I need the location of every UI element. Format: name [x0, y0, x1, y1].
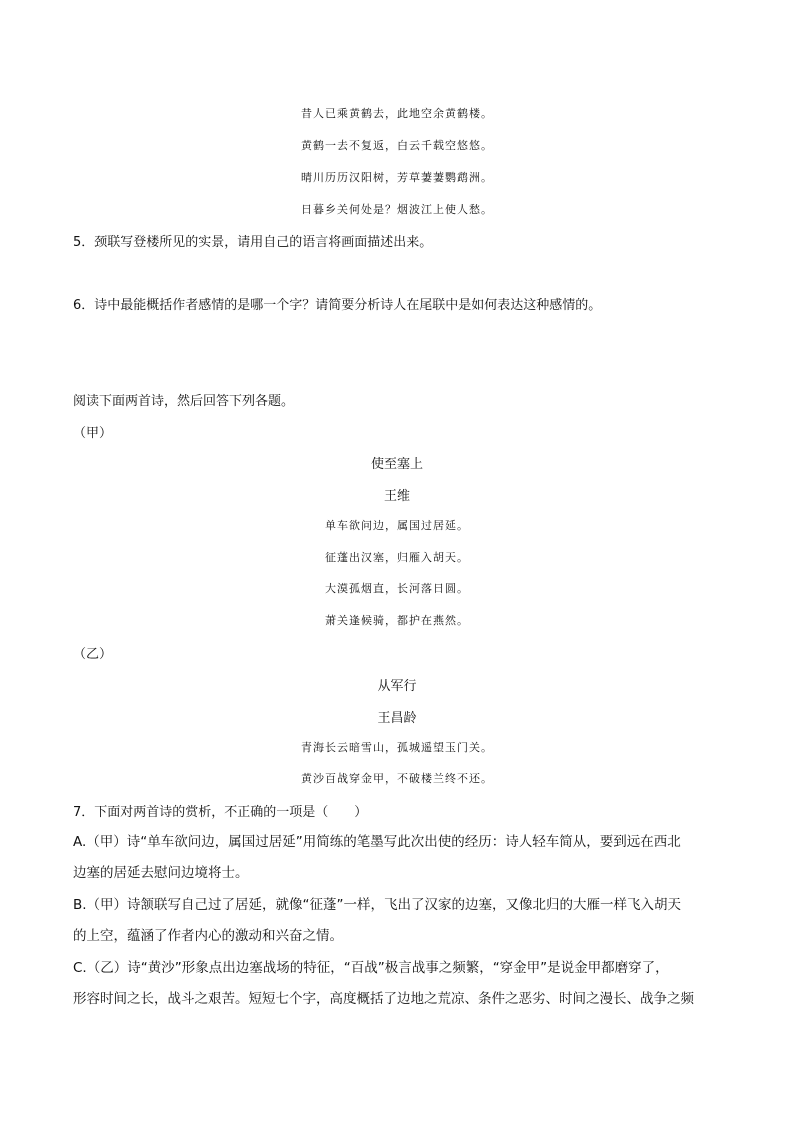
poem-line: 晴川历历汉阳树，芳草萋萋鹦鹉洲。	[301, 171, 493, 184]
poem-yi-label: （乙）	[73, 647, 113, 662]
poem-line: 黄沙百战穿金甲，不破楼兰终不还。	[301, 772, 493, 785]
reading-instruction: 阅读下面两首诗，然后回答下列各题。	[73, 394, 295, 409]
option-a	[73, 827, 723, 889]
option-c-line: 形容时间之长，战斗之艰苦。短短七个字，高度概括了边地之荒凉、条件之恶劣、时间之漫长、战争之频	[73, 991, 694, 1007]
poem-line: 黄鹤一去不复返，白云千载空悠悠。	[301, 139, 493, 152]
option-a-line: A.（甲）诗“单车欲问边，属国过居延”用简练的笔墨写此次出使的经历：诗人轻车简从，要到远在西北	[73, 834, 681, 850]
poem-jia-label: （甲）	[73, 426, 113, 441]
question-6: 6．诗中最能概括作者感情的是哪一个字？请简要分析诗人在尾联中是如何表达这种感情的。	[73, 298, 602, 313]
option-a-line: 边塞的居延去慰问边境将士。	[73, 865, 249, 881]
poem-line: 日暮乡关何处是？烟波江上使人愁。	[301, 203, 493, 216]
poem-line: 单车欲问边，属国过居延。	[325, 519, 469, 532]
poem-yi-author: 王昌龄	[377, 711, 417, 726]
option-c-line: C.（乙）诗“黄沙”形象点出边塞战场的特征，“百战”极言战事之频繁，“穿金甲”是说金甲都磨穿了，	[73, 960, 669, 976]
poem-yi-title: 从军行	[377, 679, 417, 694]
option-b-line: B.（甲）诗颔联写自己过了居延，就像“征蓬”一样，飞出了汉家的边塞，又像北归的大雁一样飞入胡天	[73, 897, 682, 913]
poem-jia-author: 王维	[383, 489, 410, 504]
question-7-stem: 7．下面对两首诗的赏析，不正确的一项是（ ）	[73, 805, 368, 820]
poem-line: 大漠孤烟直，长河落日圆。	[325, 582, 469, 595]
poem-jia-title: 使至塞上	[370, 457, 423, 472]
question-5: 5．颈联写登楼所见的实景，请用自己的语言将画面描述出来。	[73, 235, 433, 250]
poem-line: 萧关逢候骑，都护在燕然。	[325, 614, 469, 627]
poem-line: 青海长云暗雪山，孤城遥望玉门关。	[301, 741, 493, 754]
poem-line: 昔人已乘黄鹤去，此地空余黄鹤楼。	[301, 107, 493, 120]
option-c	[73, 953, 723, 1015]
option-b-line: 的上空，蕴涵了作者内心的激动和兴奋之情。	[73, 928, 343, 944]
poem-line: 征蓬出汉塞，归雁入胡天。	[325, 551, 469, 564]
option-b	[73, 890, 723, 952]
